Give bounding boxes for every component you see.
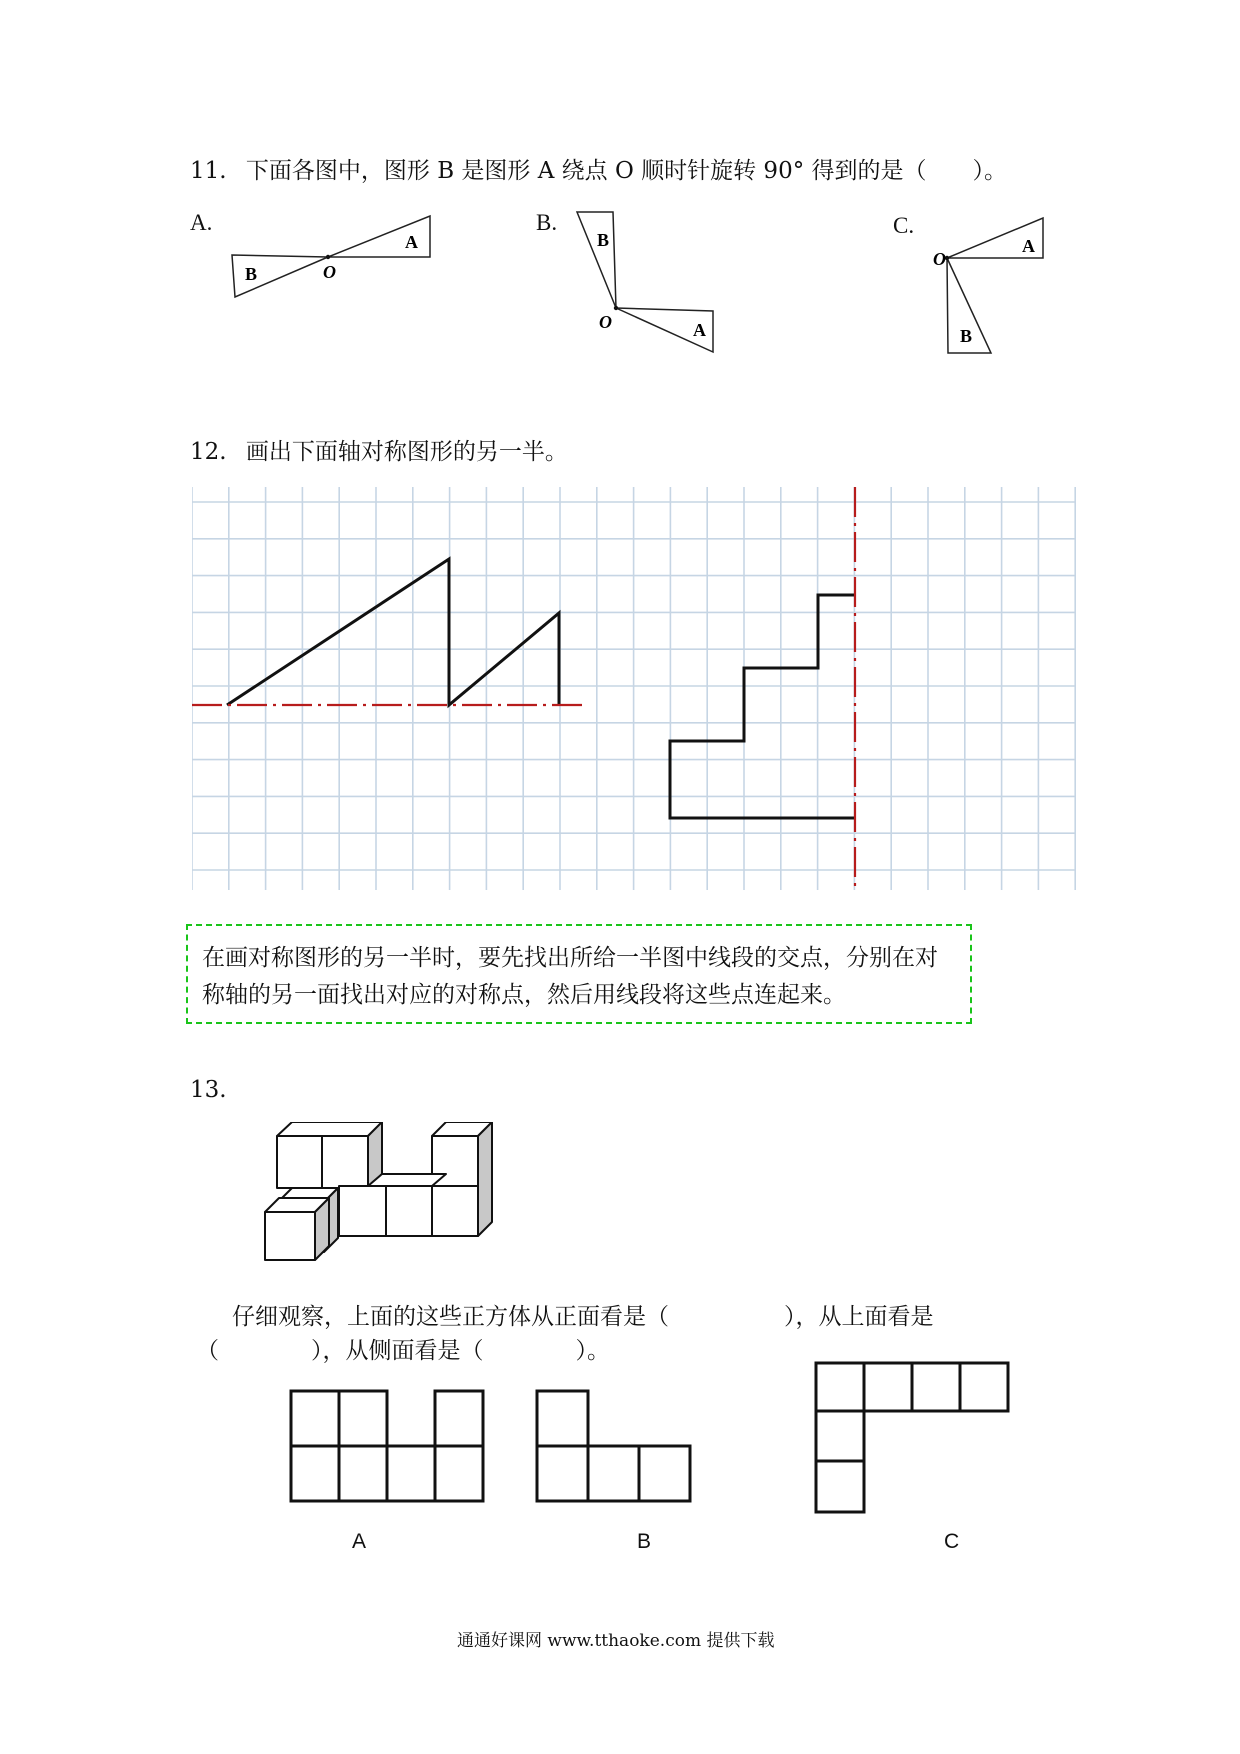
symmetry-grid [192,487,1077,890]
question-12-text: 画出下面轴对称图形的另一半。 [245,439,568,465]
right-half-figure [670,595,855,818]
label-b: B [960,326,973,346]
option-c-label: C. [893,213,915,238]
choice-c-view [813,1360,1013,1518]
option-a-label: A. [190,210,213,235]
triangle-b [577,212,616,308]
question-12 [190,433,568,466]
label-o: O [599,312,612,332]
choice-b-view [534,1388,694,1508]
hint-box [186,924,972,1024]
choice-a-label: A [352,1530,367,1553]
option-a-figure [225,210,445,300]
grid-lines [192,487,1075,890]
question-13-number: 13. [190,1077,227,1103]
choice-a-view [288,1388,488,1508]
hint-text: 在画对称图形的另一半时，要先找出所给一半图中线段的交点，分别在对称轴的另一面找出对应的对称点，然后用线段将这些点连起来。 [202,945,938,1008]
option-b-label: B. [536,210,558,235]
question-11-text: 下面各图中，图形 B 是图形 A 绕点 O 顺时针旋转 90° 得到的是（ ）。 [245,158,1008,184]
option-b-figure [565,205,735,365]
label-a: A [405,232,418,252]
label-b: B [245,264,258,284]
label-a: A [693,320,706,340]
point-o [326,255,330,259]
question-11 [190,152,1007,185]
point-o [614,306,618,310]
question-11-number: 11. [190,158,227,184]
label-o: O [323,262,336,282]
label-o: O [933,249,946,269]
left-half-figure [227,559,559,705]
footer: 通通好课网 www.tthaoke.com 提供下载 [457,1631,775,1651]
label-a: A [1022,236,1035,256]
option-c-figure [925,210,1065,360]
question-13-line2: （ ），从侧面看是（ ）。 [196,1338,610,1364]
question-12-number: 12. [190,439,227,465]
label-b: B [597,230,610,250]
question-13-line1: 仔细观察，上面的这些正方体从正面看是（ ），从上面看是 [232,1304,934,1330]
choice-b-label: B [637,1530,652,1553]
cube-stack-figure [262,1122,522,1272]
choice-c-label: C [944,1530,960,1553]
